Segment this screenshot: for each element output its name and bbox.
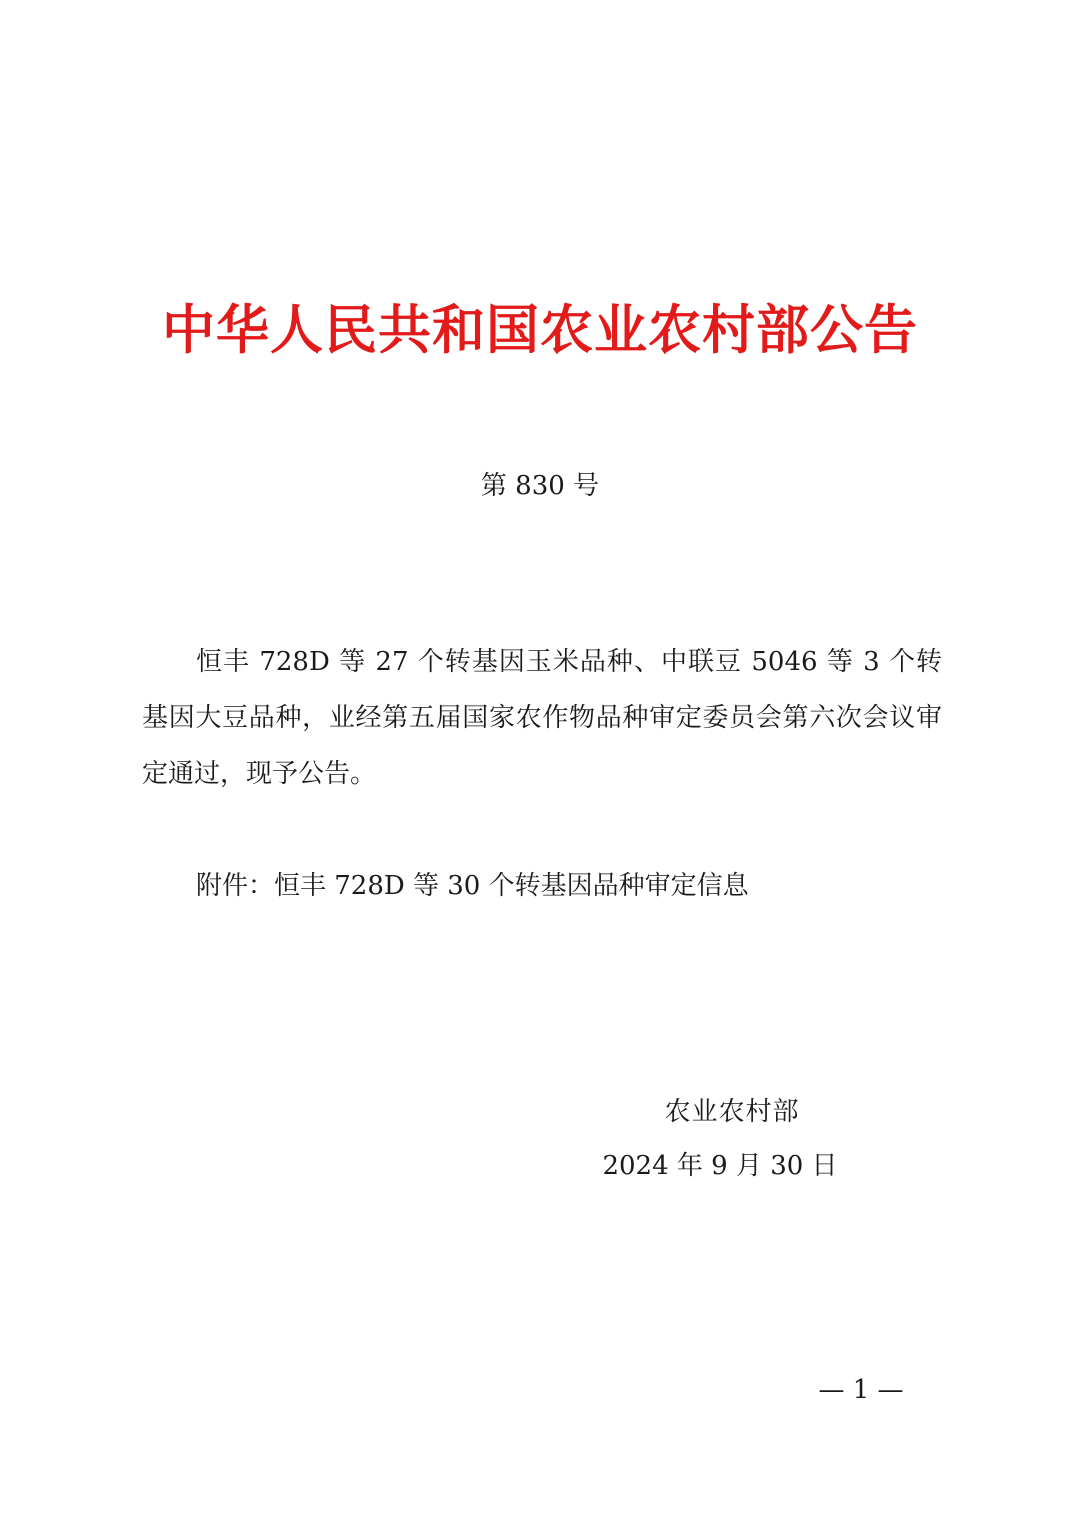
document-number: 第 830 号 [480,471,600,501]
attachment-line: 附件：恒丰 728D 等 30 个转基因品种审定信息 [196,871,749,901]
signature-block [600,1090,840,1188]
masthead-title: 中华人民共和国农业农村部公告 [162,299,918,361]
issuing-organization: 农业农村部 [664,1097,800,1127]
announcement-body: 恒丰 728D 等 27 个转基因玉米品种、中联豆 5046 等 3 个转基因大豆品种，业经第五届国家农作物品种审定委员会第六次会议审定通过，现予公告。 [142,647,942,789]
issue-date: 2024 年 9 月 30 日 [602,1151,838,1181]
page-number: — 1 — [818,1375,904,1405]
